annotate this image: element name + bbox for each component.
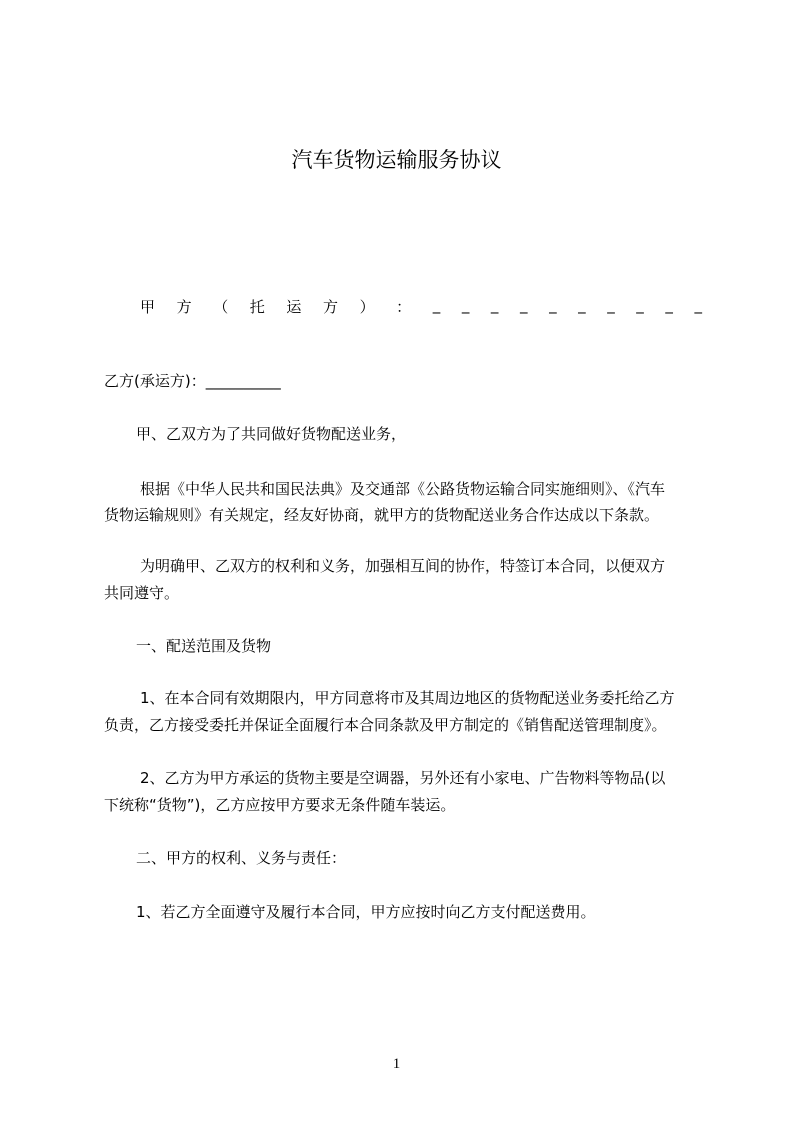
party-a-char: _ xyxy=(578,296,586,314)
document-title: 汽车货物运输服务协议 xyxy=(291,148,502,172)
party-a-char: （ xyxy=(213,298,229,316)
section-heading-1: 一、配送范围及货物 xyxy=(136,637,272,655)
party-a-char: _ xyxy=(432,296,441,314)
party-a-char: _ xyxy=(490,296,499,314)
party-a-char: 托 xyxy=(249,298,265,316)
party-a-char: _ xyxy=(694,296,702,314)
party-a-char: 甲 xyxy=(140,298,156,316)
party-a-char: ： xyxy=(396,298,412,316)
party-a-char: 运 xyxy=(286,298,302,316)
section-heading-2: 二、甲方的权利、义务与责任： xyxy=(136,849,347,867)
party-a-char: _ xyxy=(519,296,528,314)
clause-1-1-line-2: 负责，乙方接受委托并保证全面履行本合同条款及甲方制定的《销售配送管理制度》。 xyxy=(104,716,667,734)
clause-1-1-line-1: 1、在本合同有效期限内，甲方同意将市及其周边地区的货物配送业务委托给乙方 xyxy=(140,689,675,707)
clause-2-1: 1、若乙方全面遵守及履行本合同，甲方应按时向乙方支付配送费用。 xyxy=(136,903,596,921)
purpose-line-1: 为明确甲、乙双方的权利和义务，加强相互间的协作，特签订本合同，以便双方 xyxy=(140,557,666,575)
party-a-char: _ xyxy=(549,296,557,314)
party-a-char: _ xyxy=(461,296,470,314)
party-a-char: 方 xyxy=(176,298,192,316)
clause-1-2-line-2: 下统称“货物”)，乙方应按甲方要求无条件随车装运。 xyxy=(104,796,456,814)
party-a-char: ） xyxy=(359,298,375,316)
page-number: 1 xyxy=(392,1056,401,1072)
purpose-line-2: 共同遵守。 xyxy=(104,584,180,602)
party-a-char: 方 xyxy=(322,298,338,316)
intro-paragraph: 甲、乙双方为了共同做好货物配送业务， xyxy=(136,425,407,443)
party-a-char: _ xyxy=(607,296,615,314)
party-a-char: _ xyxy=(665,296,673,314)
party-a-char: _ xyxy=(636,296,644,314)
party-a-line xyxy=(140,296,702,317)
party-b-line: 乙方(承运方)：__________ xyxy=(104,372,281,390)
basis-line-1: 根据《中华人民共和国民法典》及交通部《公路货物运输合同实施细则》、《汽车 xyxy=(140,480,666,498)
clause-1-2-line-1: 2、乙方为甲方承运的货物主要是空调器，另外还有小家电、广告物料等物品(以 xyxy=(140,769,666,787)
basis-line-2: 货物运输规则》有关规定，经友好协商，就甲方的货物配送业务合作达成以下条款。 xyxy=(104,506,660,524)
